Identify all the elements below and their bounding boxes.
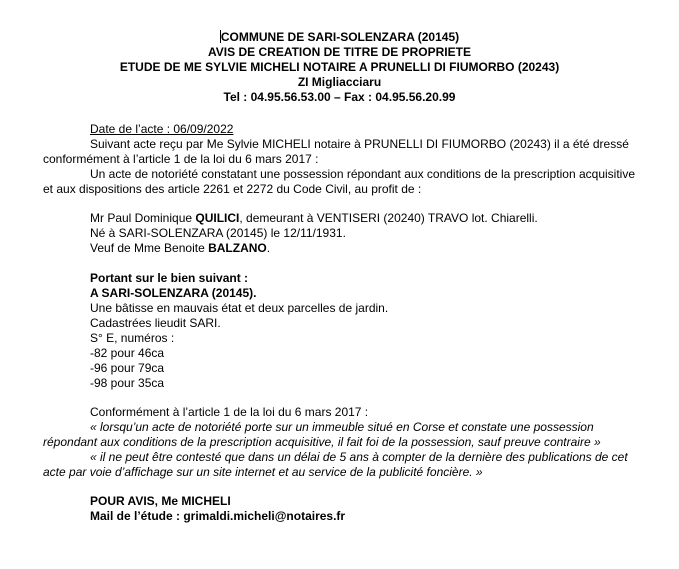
header-title: AVIS DE CREATION DE TITRE DE PROPRIETE [208,45,471,59]
law-quote2-line2: acte par voie d’affichage sur un site internet et au service de la publicité foncière. » [43,465,483,479]
parcel-item: -96 pour 79ca [90,361,165,375]
law-section [43,405,628,480]
parcel-item: -98 pour 35ca [90,376,165,390]
header-notary-office: ETUDE DE ME SYLVIE MICHELI NOTAIRE A PRUNELLI DI FIUMORBO (20243) [119,60,560,74]
beneficiary-section [90,211,538,256]
law-intro: Conformément à l’article 1 de la loi du 6 mars 2017 : [90,405,369,419]
beneficiary-birth: Né à SARI-SOLENZARA (20145) le 12/11/1931. [90,226,346,240]
acte-p2-line1: Un acte de notoriété constatant une possession répondant aux conditions de la prescription acquisitive [90,167,636,181]
property-section [90,271,388,391]
header-phone-fax: Tel : 04.95.56.53.00 – Fax : 04.95.56.20.99 [223,90,456,104]
header-address: ZI Migliacciaru [297,75,382,89]
property-section-numbers: S° E, numéros : [90,331,175,345]
footer-signature: POUR AVIS, Me MICHELI [90,494,231,508]
acte-date: Date de l’acte : 06/09/2022 [90,122,234,136]
property-heading: Portant sur le bien suivant : [90,271,249,285]
header-line-commune [0,30,679,45]
acte-p2-line2: et aux dispositions des article 2261 et 2272 du Code Civil, au profit de : [43,182,422,196]
beneficiary-widow: Veuf de Mme Benoite BALZANO. [90,241,271,255]
law-quote2-line1: « il ne peut être contesté que dans un délai de 5 ans à compter de la dernière des publications de cet [90,450,628,464]
beneficiary-name: QUILICI [195,211,240,225]
property-description: Une bâtisse en mauvais état et deux parcelles de jardin. [90,301,389,315]
acte-section [43,122,635,197]
parcel-item: -82 pour 46ca [90,346,165,360]
footer-section [90,494,345,524]
beneficiary-line1: Mr Paul Dominique QUILICI, demeurant à VENTISERI (20240) TRAVO lot. Chiarelli. [90,211,538,225]
header-commune: COMMUNE DE SARI-SOLENZARA (20145) [220,30,460,44]
property-location: A SARI-SOLENZARA (20145). [90,286,257,300]
acte-p1-line2: conformément à l’article 1 de la loi du 6 mars 2017 : [43,152,319,166]
notice-header [0,30,679,105]
property-cadastre: Cadastrées lieudit SARI. [90,316,221,330]
spouse-name: BALZANO [208,241,267,255]
law-quote1-line2: répondant aux conditions de la prescription acquisitive, il fait foi de la possession, sauf preuve contraire » [43,435,601,449]
footer-email: Mail de l’étude : grimaldi.micheli@notaires.fr [90,509,346,523]
law-quote1-line1: « lorsqu’un acte de notoriété porte sur un immeuble situé en Corse et constate une possession [90,420,594,434]
acte-p1-line1: Suivant acte reçu par Me Sylvie MICHELI notaire à PRUNELLI DI FIUMORBO (20243) il a été dressé [90,137,629,151]
